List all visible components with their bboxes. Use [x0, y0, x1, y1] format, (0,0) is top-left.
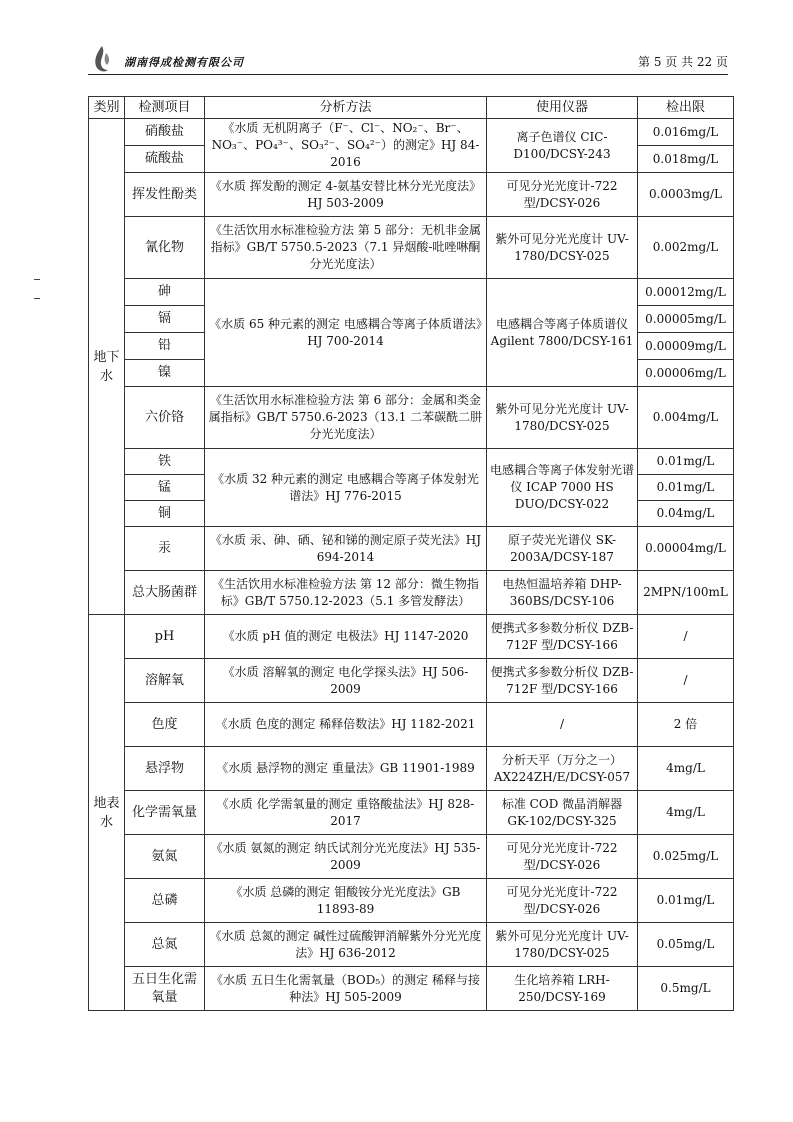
column-header: 类别: [89, 97, 125, 119]
instrument-cell: 紫外可见分光光度计 UV-1780/DCSY-025: [487, 387, 638, 449]
instrument-cell: 生化培养箱 LRH-250/DCSY-169: [487, 967, 638, 1011]
method-cell: 《水质 五日生化需氧量（BOD₅）的测定 稀释与接种法》HJ 505-2009: [205, 967, 487, 1011]
limit-cell: 0.025mg/L: [638, 835, 734, 879]
method-cell: 《水质 汞、砷、硒、铋和锑的测定原子荧光法》HJ 694-2014: [205, 527, 487, 571]
table-header-row: [89, 97, 734, 119]
item-cell: 硫酸盐: [125, 146, 205, 173]
method-cell: 《水质 32 种元素的测定 电感耦合等离子体发射光谱法》HJ 776-2015: [205, 449, 487, 527]
table-row: [89, 119, 734, 146]
item-cell: 铅: [125, 333, 205, 360]
instrument-cell: 可见分光光度计-722 型/DCSY-026: [487, 879, 638, 923]
column-header: 检测项目: [125, 97, 205, 119]
instrument-cell: 原子荧光光谱仪 SK-2003A/DCSY-187: [487, 527, 638, 571]
table-row: [89, 659, 734, 703]
company-logo-icon: [88, 44, 116, 74]
instrument-cell: 分析天平（万分之一）AX224ZH/E/DCSY-057: [487, 747, 638, 791]
table-row: [89, 835, 734, 879]
limit-cell: 0.004mg/L: [638, 387, 734, 449]
company-name: 湖南得成检测有限公司: [124, 56, 244, 69]
table-row: [89, 387, 734, 449]
method-cell: 《生活饮用水标准检验方法 第 5 部分：无机非金属指标》GB/T 5750.5-2023（7.1 异烟酸-吡唑啉酮分光光度法）: [205, 217, 487, 279]
method-cell: 《水质 挥发酚的测定 4-氨基安替比林分光光度法》HJ 503-2009: [205, 173, 487, 217]
limit-cell: 2 倍: [638, 703, 734, 747]
table-row: [89, 791, 734, 835]
limit-cell: 0.04mg/L: [638, 501, 734, 527]
item-cell: 氰化物: [125, 217, 205, 279]
limit-cell: 0.00012mg/L: [638, 279, 734, 306]
limit-cell: 0.0003mg/L: [638, 173, 734, 217]
page-number: 第 5 页 共 22 页: [638, 55, 728, 69]
instrument-cell: 便携式多参数分析仪 DZB-712F 型/DCSY-166: [487, 659, 638, 703]
item-cell: 锰: [125, 475, 205, 501]
instrument-cell: 紫外可见分光光度计 UV-1780/DCSY-025: [487, 217, 638, 279]
table-row: [89, 923, 734, 967]
item-cell: 六价铬: [125, 387, 205, 449]
table-row: [89, 449, 734, 475]
column-header: 分析方法: [205, 97, 487, 119]
limit-cell: 4mg/L: [638, 791, 734, 835]
item-cell: 镍: [125, 360, 205, 387]
instrument-cell: /: [487, 703, 638, 747]
instrument-cell: 便携式多参数分析仪 DZB-712F 型/DCSY-166: [487, 615, 638, 659]
limit-cell: 4mg/L: [638, 747, 734, 791]
instrument-cell: 可见分光光度计-722 型/DCSY-026: [487, 173, 638, 217]
item-cell: 挥发性酚类: [125, 173, 205, 217]
item-cell: 化学需氧量: [125, 791, 205, 835]
table-row: [89, 279, 734, 306]
table-row: [89, 879, 734, 923]
margin-mark: [34, 298, 40, 299]
limit-cell: 0.002mg/L: [638, 217, 734, 279]
limit-cell: 0.018mg/L: [638, 146, 734, 173]
instrument-cell: 电感耦合等离子体发射光谱仪 ICAP 7000 HS DUO/DCSY-022: [487, 449, 638, 527]
item-cell: 铜: [125, 501, 205, 527]
item-cell: 氨氮: [125, 835, 205, 879]
method-cell: 《水质 化学需氧量的测定 重铬酸盐法》HJ 828-2017: [205, 791, 487, 835]
instrument-cell: 离子色谱仪 CIC-D100/DCSY-243: [487, 119, 638, 173]
limit-cell: /: [638, 615, 734, 659]
instrument-cell: 紫外可见分光光度计 UV-1780/DCSY-025: [487, 923, 638, 967]
method-cell: 《水质 总磷的测定 钼酸铵分光光度法》GB 11893-89: [205, 879, 487, 923]
limit-cell: 0.016mg/L: [638, 119, 734, 146]
margin-mark: [34, 279, 40, 280]
table-row: [89, 967, 734, 1011]
instrument-cell: 电热恒温培养箱 DHP-360BS/DCSY-106: [487, 571, 638, 615]
limit-cell: 0.01mg/L: [638, 475, 734, 501]
column-header: 使用仪器: [487, 97, 638, 119]
table-row: [89, 703, 734, 747]
method-cell: 《水质 溶解氧的测定 电化学探头法》HJ 506-2009: [205, 659, 487, 703]
limit-cell: 0.5mg/L: [638, 967, 734, 1011]
item-cell: 色度: [125, 703, 205, 747]
table-row: [89, 571, 734, 615]
item-cell: 总氮: [125, 923, 205, 967]
item-cell: 铁: [125, 449, 205, 475]
item-cell: 砷: [125, 279, 205, 306]
item-cell: 总磷: [125, 879, 205, 923]
instrument-cell: 标准 COD 微晶消解器 GK-102/DCSY-325: [487, 791, 638, 835]
limit-cell: 0.00005mg/L: [638, 306, 734, 333]
table-row: [89, 217, 734, 279]
method-cell: 《水质 氨氮的测定 纳氏试剂分光光度法》HJ 535-2009: [205, 835, 487, 879]
limit-cell: /: [638, 659, 734, 703]
header-rule: [88, 74, 728, 75]
method-cell: 《生活饮用水标准检验方法 第 6 部分：金属和类金属指标》GB/T 5750.6-2023（13.1 二苯碳酰二肼分光光度法）: [205, 387, 487, 449]
instrument-cell: 可见分光光度计-722 型/DCSY-026: [487, 835, 638, 879]
column-header: 检出限: [638, 97, 734, 119]
limit-cell: 0.00006mg/L: [638, 360, 734, 387]
table-row: [89, 615, 734, 659]
limit-cell: 0.00004mg/L: [638, 527, 734, 571]
table-row: [89, 173, 734, 217]
method-cell: 《水质 无机阴离子（F⁻、Cl⁻、NO₂⁻、Br⁻、NO₃⁻、PO₄³⁻、SO₃²⁻、SO₄²⁻）的测定》HJ 84-2016: [205, 119, 487, 173]
method-cell: 《水质 pH 值的测定 电极法》HJ 1147-2020: [205, 615, 487, 659]
item-cell: 汞: [125, 527, 205, 571]
item-cell: 总大肠菌群: [125, 571, 205, 615]
category-cell: 地表水: [89, 615, 125, 1011]
testing-methods-table: [88, 96, 734, 1011]
limit-cell: 0.01mg/L: [638, 449, 734, 475]
item-cell: 镉: [125, 306, 205, 333]
item-cell: 硝酸盐: [125, 119, 205, 146]
page-header: [88, 44, 728, 74]
item-cell: 五日生化需氧量: [125, 967, 205, 1011]
table-row: [89, 527, 734, 571]
limit-cell: 0.01mg/L: [638, 879, 734, 923]
method-cell: 《水质 悬浮物的测定 重量法》GB 11901-1989: [205, 747, 487, 791]
item-cell: 溶解氧: [125, 659, 205, 703]
instrument-cell: 电感耦合等离子体质谱仪 Agilent 7800/DCSY-161: [487, 279, 638, 387]
limit-cell: 2MPN/100mL: [638, 571, 734, 615]
table-row: [89, 747, 734, 791]
limit-cell: 0.00009mg/L: [638, 333, 734, 360]
method-cell: 《水质 65 种元素的测定 电感耦合等离子体质谱法》HJ 700-2014: [205, 279, 487, 387]
category-cell: 地下水: [89, 119, 125, 615]
limit-cell: 0.05mg/L: [638, 923, 734, 967]
method-cell: 《水质 总氮的测定 碱性过硫酸钾消解紫外分光光度法》HJ 636-2012: [205, 923, 487, 967]
item-cell: pH: [125, 615, 205, 659]
item-cell: 悬浮物: [125, 747, 205, 791]
method-cell: 《水质 色度的测定 稀释倍数法》HJ 1182-2021: [205, 703, 487, 747]
method-cell: 《生活饮用水标准检验方法 第 12 部分：微生物指标》GB/T 5750.12-2023（5.1 多管发酵法）: [205, 571, 487, 615]
